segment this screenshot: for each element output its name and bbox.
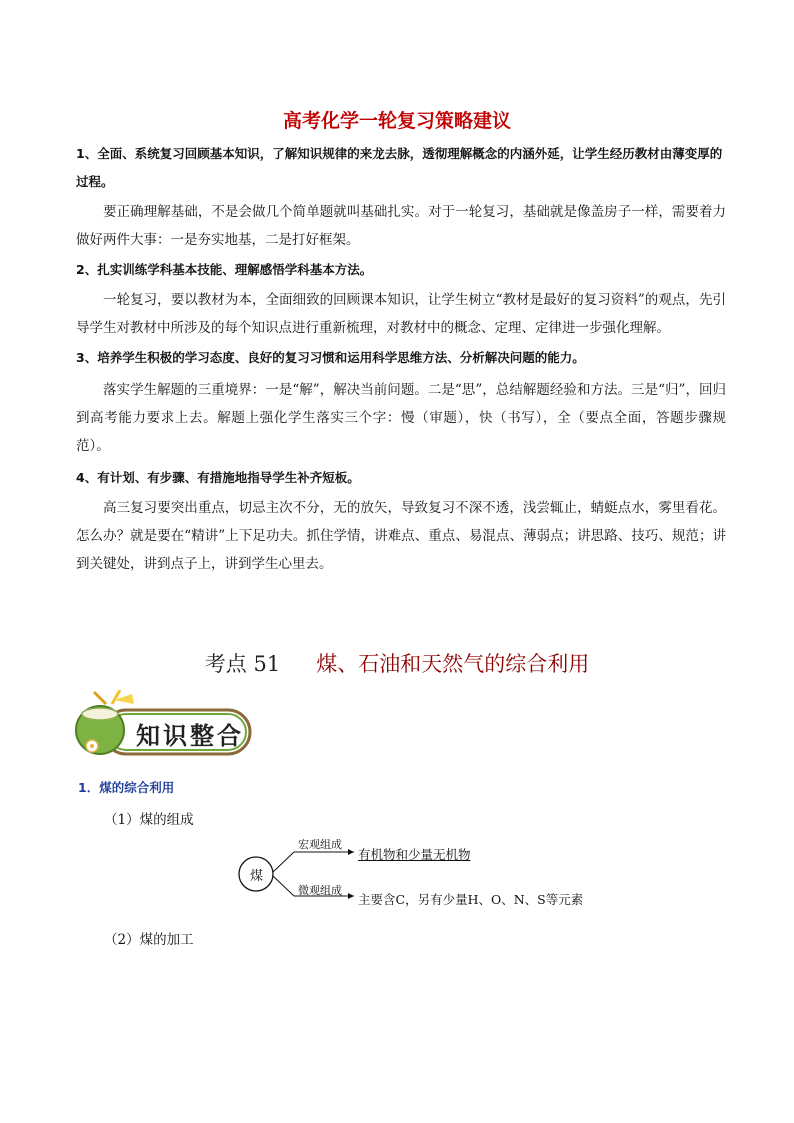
strategy-3-text: 落实学生解题的三重境界：一是“解”，解决当前问题。二是“思”，总结解题经验和方法。三是“归”，回归到高考能力要求上去。解题上强化学生落实三个字：慢（审题），快（书写），全（要点全面，答题步骤规范）。 (76, 382, 726, 454)
document-title: 高考化学一轮复习策略建议 (282, 110, 511, 132)
strategy-1-text: 要正确理解基础，不是会做几个简单题就叫基础扎实。对于一轮复习，基础就是像盖房子一样，需要着力做好两件大事：一是夯实地基，二是打好框架。 (76, 204, 726, 248)
strategy-3-heading: 3、培养学生积极的学习态度、良好的复习习惯和运用科学思维方法、分析解决问题的能力。 (76, 350, 585, 365)
macro-label: 宏观组成 (298, 838, 342, 851)
sub-coal-composition: （1）煤的组成 (104, 812, 194, 828)
strategy-4-heading: 4、有计划、有步骤、有措施地指导学生补齐短板。 (76, 470, 360, 485)
micro-text: 主要含C，另有少量H、O、N、S等元素 (358, 892, 584, 907)
coal-node-label: 煤 (250, 869, 264, 884)
strategy-3-body (76, 376, 726, 460)
micro-label: 微观组成 (298, 884, 342, 897)
strategy-1-heading: 1、全面、系统复习回顾基本知识，了解知识规律的来龙去脉，透彻理解概念的内涵外延，让学生经历教材由薄变厚的过程。 (76, 146, 723, 189)
strategy-4-text: 高三复习要突出重点，切忌主次不分，无的放矢，导致复习不深不透，浅尝辄止，蜻蜓点水，雾里看花。怎么办？就是要在“精讲”上下足功夫。抓住学情，讲难点、重点、易混点、薄弱点；讲思路、技巧、规范；讲到关键处，讲到点子上，讲到学生心里去。 (76, 500, 726, 572)
section-name: 煤、石油和天然气的综合利用 (316, 652, 590, 676)
section-number: 考点 51 (204, 652, 281, 676)
strategy-2-text: 一轮复习，要以教材为本，全面细致的回顾课本知识，让学生树立“教材是最好的复习资料”的观点，先引导学生对教材中所涉及的每个知识点进行重新梳理，对教材中的概念、定理、定律进一步强化理解。 (76, 292, 726, 336)
coal-composition-diagram (236, 834, 596, 914)
strategy-2-body (76, 286, 726, 342)
item-coal-utilization: 1．煤的综合利用 (78, 780, 175, 795)
strategy-2-heading: 2、扎实训练学科基本技能、理解感悟学科基本方法。 (76, 262, 373, 277)
sub-coal-processing: （2）煤的加工 (104, 932, 194, 948)
section-title (0, 648, 794, 678)
badge-label: 知识整合 (136, 721, 244, 750)
macro-text: 有机物和少量无机物 (358, 847, 471, 862)
knowledge-badge (72, 690, 258, 762)
strategy-1-body (76, 198, 726, 254)
strategy-4-body (76, 494, 726, 578)
